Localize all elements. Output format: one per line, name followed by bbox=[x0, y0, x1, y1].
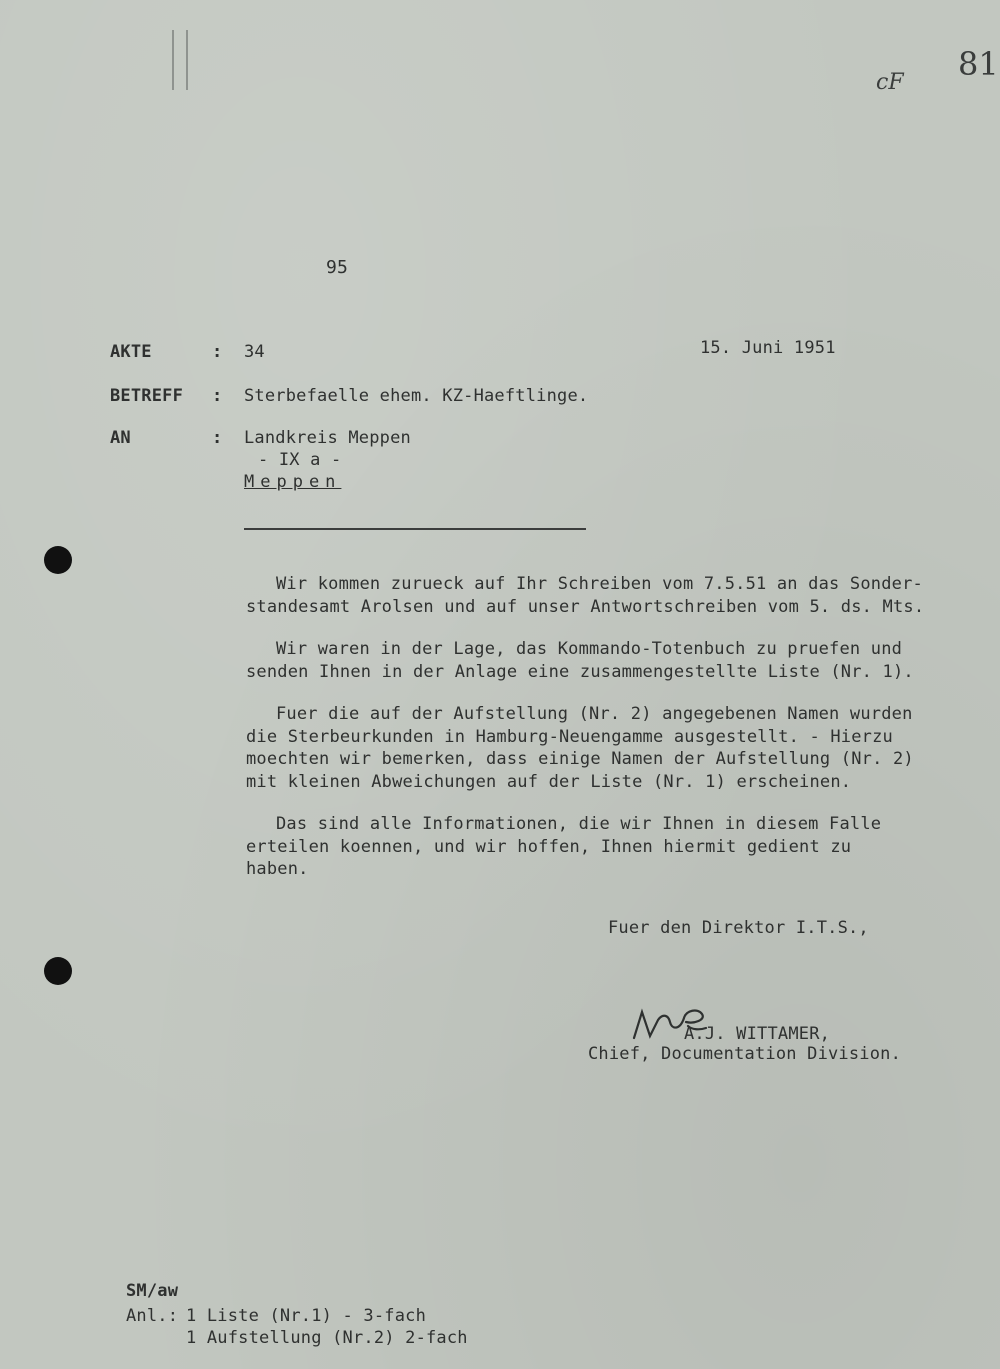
for-director-line: Fuer den Direktor I.T.S., bbox=[608, 918, 869, 938]
letter-date: 15. Juni 1951 bbox=[700, 338, 836, 358]
separator-rule bbox=[244, 528, 586, 530]
an-colon: : bbox=[212, 428, 223, 448]
recipient-line-2: - IX a - bbox=[258, 450, 342, 470]
margin-ticks bbox=[172, 30, 188, 90]
akte-value: 34 bbox=[244, 342, 265, 362]
recipient-line-1: Landkreis Meppen bbox=[244, 428, 411, 448]
paragraph-3 bbox=[246, 703, 926, 793]
betreff-label: BETREFF bbox=[110, 386, 184, 406]
betreff-value: Sterbefaelle ehem. KZ-Haeftlinge. bbox=[244, 386, 589, 406]
enclosure-item-1: 1 Liste (Nr.1) - 3-fach bbox=[186, 1306, 427, 1326]
body-line: Das sind alle Informationen, die wir Ihnen in diesem Falle bbox=[276, 814, 882, 834]
paragraph-2 bbox=[246, 638, 926, 683]
body-line: Wir kommen zurueck auf Ihr Schreiben vom 7.5.51 an das Sonder- bbox=[276, 574, 923, 594]
akte-label: AKTE bbox=[110, 342, 152, 362]
an-label: AN bbox=[110, 428, 131, 448]
paragraph-1 bbox=[246, 573, 926, 618]
recipient-line-3: Meppen bbox=[244, 472, 342, 492]
punch-hole-bottom bbox=[44, 957, 72, 985]
page-number: 81 bbox=[958, 45, 999, 83]
body-line: Wir waren in der Lage, das Kommando-Totenbuch zu pruefen und bbox=[276, 639, 903, 659]
body-line: haben. bbox=[246, 859, 309, 879]
paragraph-4 bbox=[246, 813, 926, 881]
body-line: standesamt Arolsen und auf unser Antwortschreiben vom 5. ds. Mts. bbox=[246, 596, 925, 617]
body-line: mit kleinen Abweichungen auf der Liste (Nr. 1) erscheinen. bbox=[246, 771, 852, 792]
reference-initials: SM/aw bbox=[126, 1281, 179, 1301]
margin-note-cf: cF bbox=[876, 70, 904, 95]
document-number: 95 bbox=[326, 257, 349, 278]
signatory-name: A.J. WITTAMER, bbox=[684, 1024, 831, 1044]
body-line: erteilen koennen, und wir hoffen, Ihnen hiermit gedient zu bbox=[246, 836, 852, 857]
betreff-colon: : bbox=[212, 386, 223, 406]
body-line: die Sterbeurkunden in Hamburg-Neuengamme ausgestellt. - Hierzu bbox=[246, 726, 893, 747]
akte-colon: : bbox=[212, 342, 223, 362]
enclosure-item-2: 1 Aufstellung (Nr.2) 2-fach bbox=[186, 1328, 468, 1348]
enclosure-label: Anl.: bbox=[126, 1306, 179, 1326]
body-line: Fuer die auf der Aufstellung (Nr. 2) angegebenen Namen wurden bbox=[276, 704, 913, 724]
punch-hole-top bbox=[44, 546, 72, 574]
letter-body bbox=[246, 573, 926, 901]
signatory-title: Chief, Documentation Division. bbox=[588, 1044, 902, 1064]
body-line: moechten wir bemerken, dass einige Namen der Aufstellung (Nr. 2) bbox=[246, 749, 914, 769]
body-line: senden Ihnen in der Anlage eine zusammengestellte Liste (Nr. 1). bbox=[246, 661, 914, 682]
